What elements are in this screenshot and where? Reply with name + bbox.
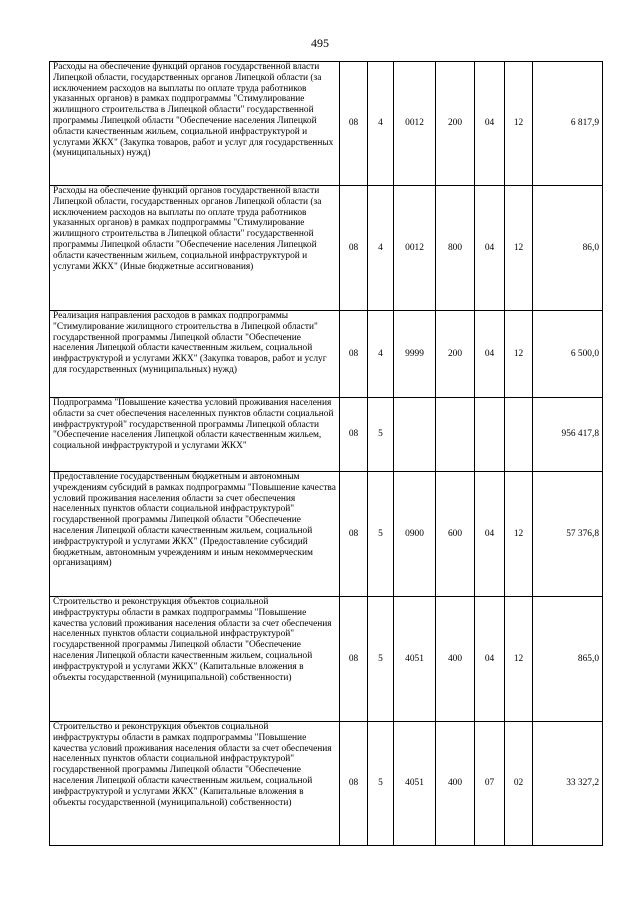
row-description: Расходы на обеспечение функций органов государственной власти Липецкой области, государственных органов Липецкой области (за исключением расходов на выплаты по оплате труда работников указанных органов) в рамках подпрограммы "Стимулирование жилищного строительства в Липецкой области" государственной программы Липецкой области "Обеспечение населения Липецкой области качественным жильем, социальной инфраструктурой и услугами ЖКХ" (Иные бюджетные ассигнования): [50, 186, 340, 311]
row-description: Расходы на обеспечение функций органов государственной власти Липецкой области, государственных органов Липецкой области (за исключением расходов на выплаты по оплате труда работников указанных органов) в рамках подпрограммы "Стимулирование жилищного строительства в Липецкой области" государственной программы Липецкой области "Обеспечение населения Липецкой области качественным жильем, социальной инфраструктурой и услугами ЖКХ" (Закупка товаров, работ и услуг для государственных (муниципальных) нужд): [50, 62, 340, 186]
row-subsection: 5: [368, 597, 394, 722]
row-function-1: [475, 398, 505, 472]
row-section: 08: [340, 597, 368, 722]
row-function-1: 07: [475, 722, 505, 846]
row-target-code: [394, 398, 436, 472]
row-function-2: 02: [505, 722, 533, 846]
row-subsection: 5: [368, 398, 394, 472]
row-target-code: 0900: [394, 472, 436, 597]
row-expense-type: [436, 398, 475, 472]
row-function-1: 04: [475, 186, 505, 311]
row-expense-type: 800: [436, 186, 475, 311]
row-section: 08: [340, 398, 368, 472]
row-description: Реализация направления расходов в рамках подпрограммы "Стимулирование жилищного строительства в Липецкой области" государственной программы Липецкой области "Обеспечение населения Липецкой области качественным жильем, социальной инфраструктурой и услугами ЖКХ" (Закупка товаров, работ и услуг для государственных (муниципальных) нужд): [50, 311, 340, 398]
row-expense-type: 400: [436, 597, 475, 722]
row-description: Предоставление государственным бюджетным и автономным учреждениям субсидий в рамках подпрограммы "Повышение качества условий проживания населения области за счет обеспечения населенных пунктов области социальной инфраструктурой" государственной программы Липецкой области "Обеспечение населения Липецкой области качественным жильем, социальной инфраструктурой и услугами ЖКХ" (Предоставление субсидий бюджетным, автономным учреждениям и иным некоммерческим организациям): [50, 472, 340, 597]
row-expense-type: 200: [436, 311, 475, 398]
row-subsection: 5: [368, 472, 394, 597]
row-subsection: 4: [368, 186, 394, 311]
table-row: [50, 597, 603, 722]
row-amount: 956 417,8: [533, 398, 603, 472]
row-section: 08: [340, 62, 368, 186]
row-function-1: 04: [475, 62, 505, 186]
row-amount: 57 376,8: [533, 472, 603, 597]
row-subsection: 5: [368, 722, 394, 846]
row-expense-type: 400: [436, 722, 475, 846]
row-function-1: 04: [475, 472, 505, 597]
row-function-1: 04: [475, 311, 505, 398]
table-row: [50, 398, 603, 472]
table-row: [50, 311, 603, 398]
row-amount: 865,0: [533, 597, 603, 722]
row-section: 08: [340, 186, 368, 311]
row-function-2: 12: [505, 311, 533, 398]
row-section: 08: [340, 722, 368, 846]
table-row: [50, 472, 603, 597]
row-description: Подпрограмма "Повышение качества условий проживания населения области за счет обеспечения населенных пунктов области социальной инфраструктурой" государственной программы Липецкой области "Обеспечение населения Липецкой области качественным жильем, социальной инфраструктурой и услугами ЖКХ": [50, 398, 340, 472]
row-target-code: 0012: [394, 62, 436, 186]
row-expense-type: 200: [436, 62, 475, 186]
row-target-code: 0012: [394, 186, 436, 311]
row-subsection: 4: [368, 62, 394, 186]
row-function-2: 12: [505, 472, 533, 597]
table-row: [50, 186, 603, 311]
row-section: 08: [340, 311, 368, 398]
row-amount: 33 327,2: [533, 722, 603, 846]
row-function-2: 12: [505, 186, 533, 311]
row-description: Строительство и реконструкция объектов социальной инфраструктуры области в рамках подпрограммы "Повышение качества условий проживания населения области за счет обеспечения населенных пунктов области социальной инфраструктурой" государственной программы Липецкой области "Обеспечение населения Липецкой области качественным жильем, социальной инфраструктурой и услугами ЖКХ" (Капитальные вложения в объекты государственной (муниципальной) собственности): [50, 722, 340, 846]
budget-table: [49, 61, 603, 846]
row-target-code: 9999: [394, 311, 436, 398]
row-amount: 6 817,9: [533, 62, 603, 186]
row-subsection: 4: [368, 311, 394, 398]
row-amount: 6 500,0: [533, 311, 603, 398]
row-function-2: 12: [505, 62, 533, 186]
row-function-1: 04: [475, 597, 505, 722]
row-target-code: 4051: [394, 597, 436, 722]
row-description: Строительство и реконструкция объектов социальной инфраструктуры области в рамках подпрограммы "Повышение качества условий проживания населения области за счет обеспечения населенных пунктов области социальной инфраструктурой" государственной программы Липецкой области "Обеспечение населения Липецкой области качественным жильем, социальной инфраструктурой и услугами ЖКХ" (Капитальные вложения в объекты государственной (муниципальной) собственности): [50, 597, 340, 722]
row-target-code: 4051: [394, 722, 436, 846]
row-section: 08: [340, 472, 368, 597]
page-number: 495: [311, 36, 329, 50]
row-function-2: [505, 398, 533, 472]
row-amount: 86,0: [533, 186, 603, 311]
row-function-2: 12: [505, 597, 533, 722]
row-expense-type: 600: [436, 472, 475, 597]
table-row: [50, 62, 603, 186]
table-row: [50, 722, 603, 846]
